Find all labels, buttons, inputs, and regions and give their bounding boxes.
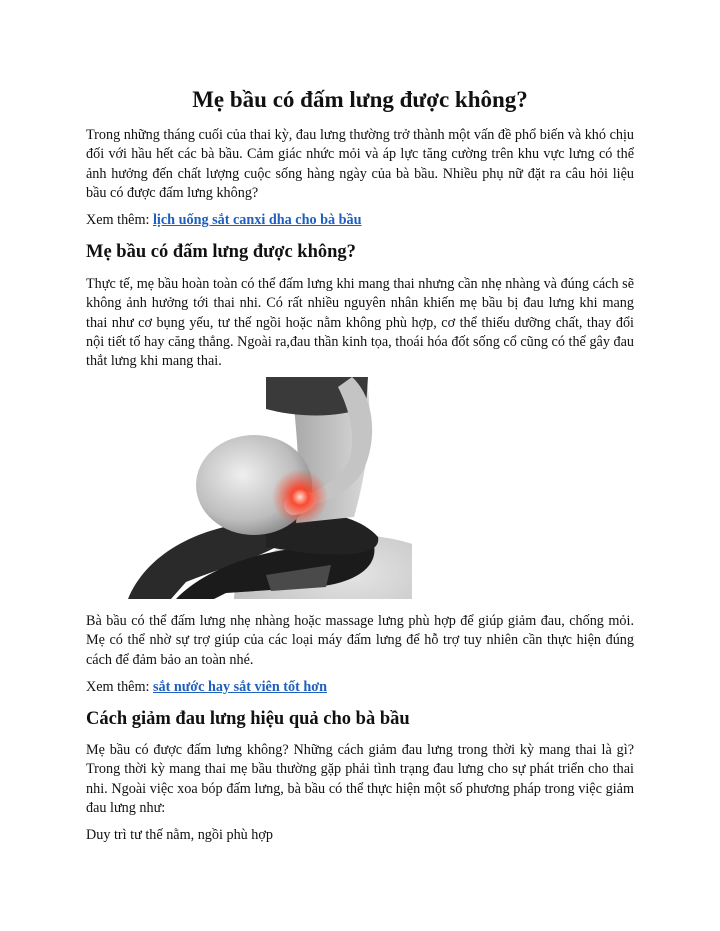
- see-also-line-1: [86, 211, 362, 230]
- intro-paragraph: Trong những tháng cuối của thai kỳ, đau lưng thường trở thành một vấn đề phổ biến và khó chịu đối với hầu hết các bà bầu. Cảm giác nhức mỏi và áp lực tăng cường trên khu vực lưng có thể ảnh hưởng đến chất lượng cuộc sống hàng ngày của bà bầu. Nhiều phụ nữ đặt ra câu hỏi liệu bầu có được đấm lưng không?: [86, 127, 634, 201]
- section-heading-1: Mẹ bầu có đấm lưng được không?: [86, 242, 356, 262]
- section-heading-2: Cách giảm đau lưng hiệu quả cho bà bầu: [86, 709, 410, 729]
- section-1-paragraph-2: Bà bầu có thể đấm lưng nhẹ nhàng hoặc massage lưng phù hợp để giúp giảm đau, chống mỏi. Mẹ có thể nhờ sự trợ giúp của các loại máy đấm lưng để hỗ trợ tuy nhiên cần thực hiện đúng cách để đảm bảo an toàn nhé.: [86, 613, 634, 668]
- section-2-paragraph: Mẹ bầu có được đấm lưng không? Những cách giảm đau lưng trong thời kỳ mang thai là gì? Trong thời kỳ mang thai mẹ bầu thường gặp phải tình trạng đau lưng cho sự phát triển cho thai nhi. Ngoài việc xoa bóp đấm lưng, bà bầu có thể thực hiện một số phương pháp trong việc giảm đau lưng như:: [86, 742, 634, 816]
- see-also-link-iron-forms[interactable]: sắt nước hay sắt viên tốt hơn: [152, 679, 327, 695]
- see-also-label: Xem thêm:: [86, 679, 153, 695]
- section-2-list-item: Duy trì tư thế nằm, ngồi phù hợp: [86, 827, 274, 843]
- see-also-label: Xem thêm:: [86, 212, 153, 228]
- page-title: Mẹ bầu có đấm lưng được không?: [192, 87, 528, 112]
- see-also-line-2: [86, 678, 327, 697]
- pain-highlight: [272, 469, 328, 525]
- pregnant-woman-back-pain-photo: [116, 377, 412, 599]
- see-also-link-iron-calcium[interactable]: lịch uống sắt canxi dha cho bà bầu: [152, 212, 362, 228]
- section-1-paragraph: Thực tế, mẹ bầu hoàn toàn có thể đấm lưng khi mang thai nhưng cần nhẹ nhàng và đúng cách sẽ không ảnh hưởng tới thai nhi. Có rất nhiều nguyên nhân khiến mẹ bầu bị đau lưng khi mang thai như cơ bụng yếu, tư thế ngồi hoặc nằm không phù hợp, cơ thể thiếu dưỡng chất, thay đổi nội tiết tố hay căng thẳng. Ngoài ra,đau thần kinh tọa, thoái hóa đốt sống cổ cũng có thể gây đau thắt lưng khi mang thai.: [86, 276, 634, 370]
